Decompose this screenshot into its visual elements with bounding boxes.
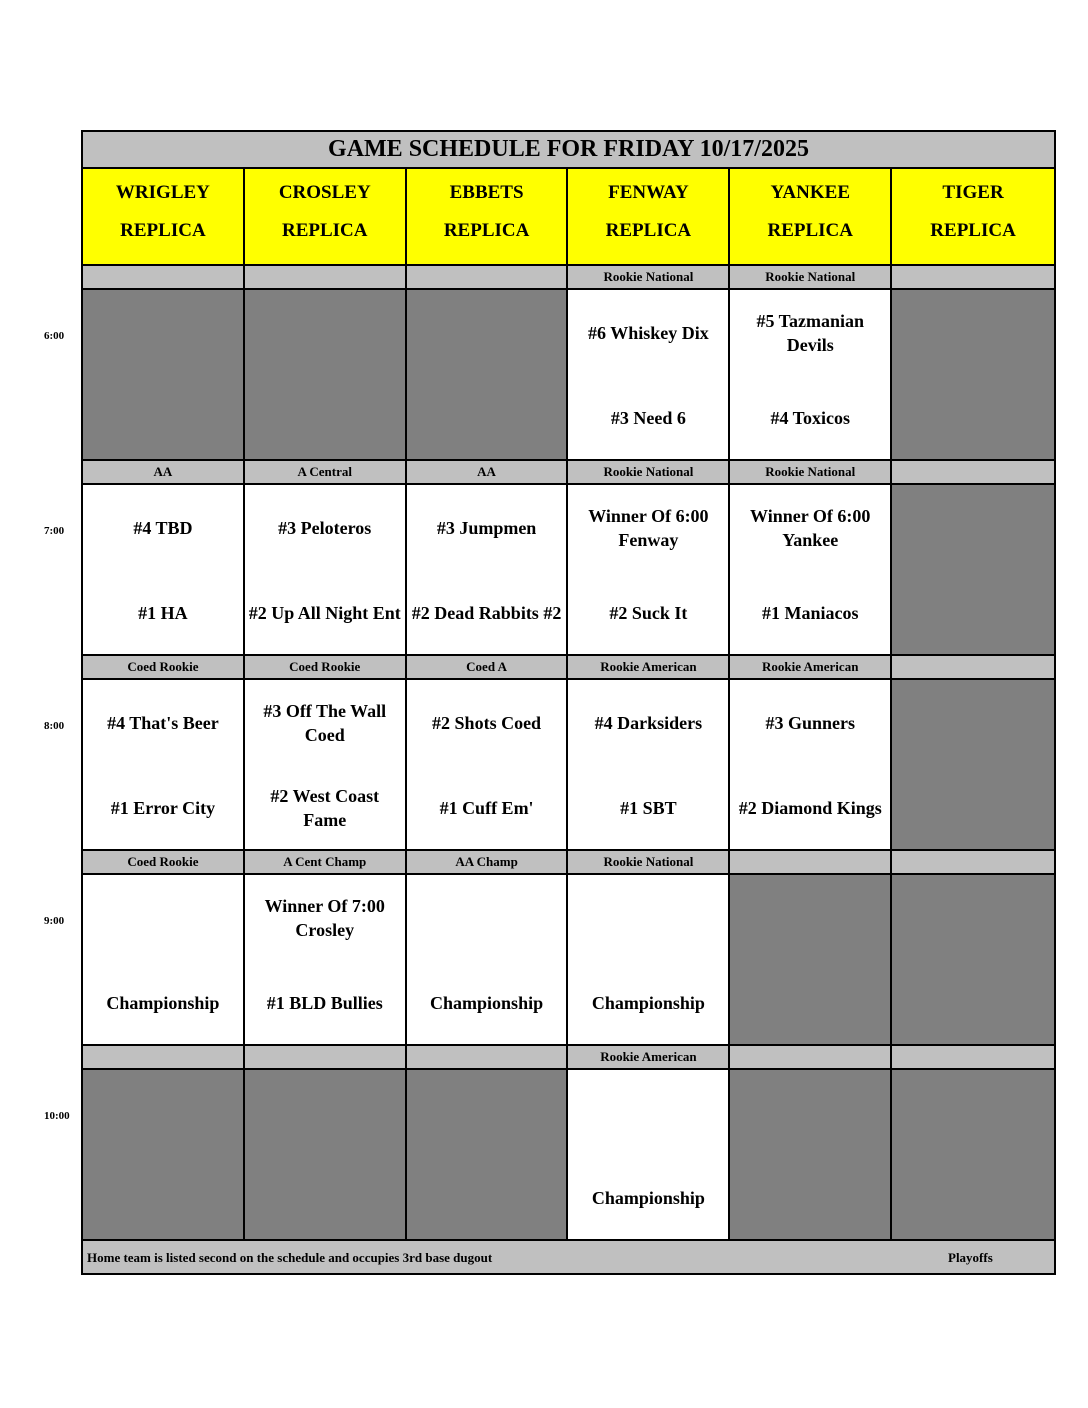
division-label-row [83, 656, 1054, 680]
home-team: #2 West Coast Fame [270, 786, 380, 830]
away-team: #3 Off The Wall Coed [263, 701, 387, 745]
division-label [892, 461, 1054, 485]
game-row [83, 485, 1054, 656]
field-header-tiger [892, 169, 1054, 266]
division-label-row [83, 1046, 1054, 1070]
empty-slot [83, 1070, 245, 1241]
game-cell [568, 875, 730, 1046]
division-label [245, 266, 407, 290]
away-team: Winner Of 6:00 Fenway [588, 506, 709, 550]
game-cell [730, 680, 892, 851]
game-cell [83, 680, 245, 851]
home-team: #1 Cuff Em' [439, 798, 534, 818]
game-row [83, 1070, 1054, 1241]
game-row [83, 875, 1054, 1046]
field-header-ebbets [407, 169, 569, 266]
empty-slot [730, 875, 892, 1046]
division-label: Rookie American [568, 656, 730, 680]
field-name: EBBETS [449, 182, 524, 203]
time-label: 10:00 [44, 1110, 70, 1122]
time-label: 9:00 [44, 915, 65, 927]
division-label: Coed A [407, 656, 569, 680]
away-team: #4 That's Beer [107, 713, 219, 733]
game-cell [568, 680, 730, 851]
home-team: #1 Maniacos [761, 603, 859, 623]
away-team: #3 Gunners [765, 713, 855, 733]
division-label: Rookie National [730, 461, 892, 485]
footer-row [83, 1241, 1054, 1273]
division-label [730, 1046, 892, 1070]
away-team: #2 Shots Coed [432, 713, 542, 733]
footer-note: Home team is listed second on the schedule and occupies 3rd base dugout [87, 1250, 493, 1265]
game-cell [83, 875, 245, 1046]
away-team: #3 Jumpmen [436, 518, 537, 538]
home-team: #2 Up All Night Ent [248, 603, 401, 623]
home-team: #1 BLD Bullies [266, 993, 383, 1013]
division-label: Coed Rookie [83, 851, 245, 875]
field-subtitle: REPLICA [120, 220, 206, 241]
away-team [85, 891, 241, 945]
away-team [570, 891, 726, 945]
away-team: #6 Whiskey Dix [588, 323, 709, 343]
away-team: #3 Peloteros [278, 518, 372, 538]
away-team [409, 891, 565, 945]
division-label-row [83, 461, 1054, 485]
division-label [407, 1046, 569, 1070]
time-label: 7:00 [44, 525, 65, 537]
home-team: #2 Dead Rabbits #2 [411, 603, 562, 623]
game-cell [245, 485, 407, 656]
field-name: CROSLEY [278, 182, 371, 203]
empty-slot [892, 875, 1054, 1046]
home-team: Championship [591, 993, 705, 1013]
division-label-row [83, 851, 1054, 875]
field-name: YANKEE [770, 182, 850, 203]
division-label [83, 1046, 245, 1070]
field-name: FENWAY [608, 182, 689, 203]
field-header-fenway [568, 169, 730, 266]
field-header-yankee [730, 169, 892, 266]
home-team: #1 SBT [620, 798, 677, 818]
field-subtitle: REPLICA [605, 220, 692, 241]
empty-slot [245, 1070, 407, 1241]
away-team: #4 Darksiders [594, 713, 703, 733]
field-header-wrigley [83, 169, 245, 266]
time-label: 8:00 [44, 720, 65, 732]
division-label: Rookie American [730, 656, 892, 680]
division-label: A Central [245, 461, 407, 485]
division-label [892, 1046, 1054, 1070]
home-team: #4 Toxicos [770, 408, 850, 428]
home-team: #2 Suck It [609, 603, 688, 623]
game-cell [730, 485, 892, 656]
division-label: AA Champ [407, 851, 569, 875]
schedule-table [81, 130, 1056, 1275]
home-team: Championship [591, 1188, 705, 1208]
empty-slot [407, 290, 569, 461]
away-team: #5 Tazmanian Devils [756, 311, 864, 355]
game-cell [568, 1070, 730, 1241]
home-team: Championship [106, 993, 220, 1013]
footer-tag: Playoffs [948, 1250, 993, 1265]
division-label: AA [83, 461, 245, 485]
field-subtitle: REPLICA [443, 220, 530, 241]
division-label [892, 266, 1054, 290]
division-label-row [83, 266, 1054, 290]
home-team: #2 Diamond Kings [738, 798, 882, 818]
game-cell [245, 875, 407, 1046]
division-label: Rookie National [568, 851, 730, 875]
home-team: #1 HA [138, 603, 188, 623]
field-subtitle: REPLICA [767, 220, 853, 241]
division-label: Rookie National [568, 461, 730, 485]
away-team: Winner Of 6:00 Yankee [750, 506, 871, 550]
empty-slot [892, 485, 1054, 656]
division-label [83, 266, 245, 290]
empty-slot [730, 1070, 892, 1241]
away-team [570, 1086, 726, 1140]
home-team: Championship [430, 993, 544, 1013]
empty-slot [407, 1070, 569, 1241]
game-cell [245, 680, 407, 851]
division-label [407, 266, 569, 290]
empty-slot [245, 290, 407, 461]
away-team: Winner Of 7:00 Crosley [264, 896, 385, 940]
empty-slot [892, 1070, 1054, 1241]
game-cell [83, 485, 245, 656]
home-team: #3 Need 6 [610, 408, 686, 428]
game-row [83, 290, 1054, 461]
empty-slot [892, 290, 1054, 461]
away-team: #4 TBD [133, 518, 193, 538]
game-cell [407, 680, 569, 851]
field-name: WRIGLEY [115, 182, 210, 203]
empty-slot [83, 290, 245, 461]
game-cell [730, 290, 892, 461]
division-label: Coed Rookie [245, 656, 407, 680]
division-label: Rookie National [730, 266, 892, 290]
division-label [730, 851, 892, 875]
division-label: Coed Rookie [83, 656, 245, 680]
game-cell [407, 485, 569, 656]
time-label: 6:00 [44, 330, 65, 342]
game-cell [568, 485, 730, 656]
field-subtitle: REPLICA [930, 220, 1016, 241]
division-label: AA [407, 461, 569, 485]
game-row [83, 680, 1054, 851]
division-label [892, 656, 1054, 680]
division-label [892, 851, 1054, 875]
home-team: #1 Error City [110, 798, 216, 818]
page-title: GAME SCHEDULE FOR FRIDAY 10/17/2025 [83, 132, 1054, 169]
field-name: TIGER [942, 182, 1004, 203]
division-label: A Cent Champ [245, 851, 407, 875]
division-label: Rookie National [568, 266, 730, 290]
field-header-row [83, 169, 1054, 266]
empty-slot [892, 680, 1054, 851]
game-cell [407, 875, 569, 1046]
field-header-crosley [245, 169, 407, 266]
game-cell [568, 290, 730, 461]
division-label [245, 1046, 407, 1070]
field-subtitle: REPLICA [281, 220, 368, 241]
division-label: Rookie American [568, 1046, 730, 1070]
